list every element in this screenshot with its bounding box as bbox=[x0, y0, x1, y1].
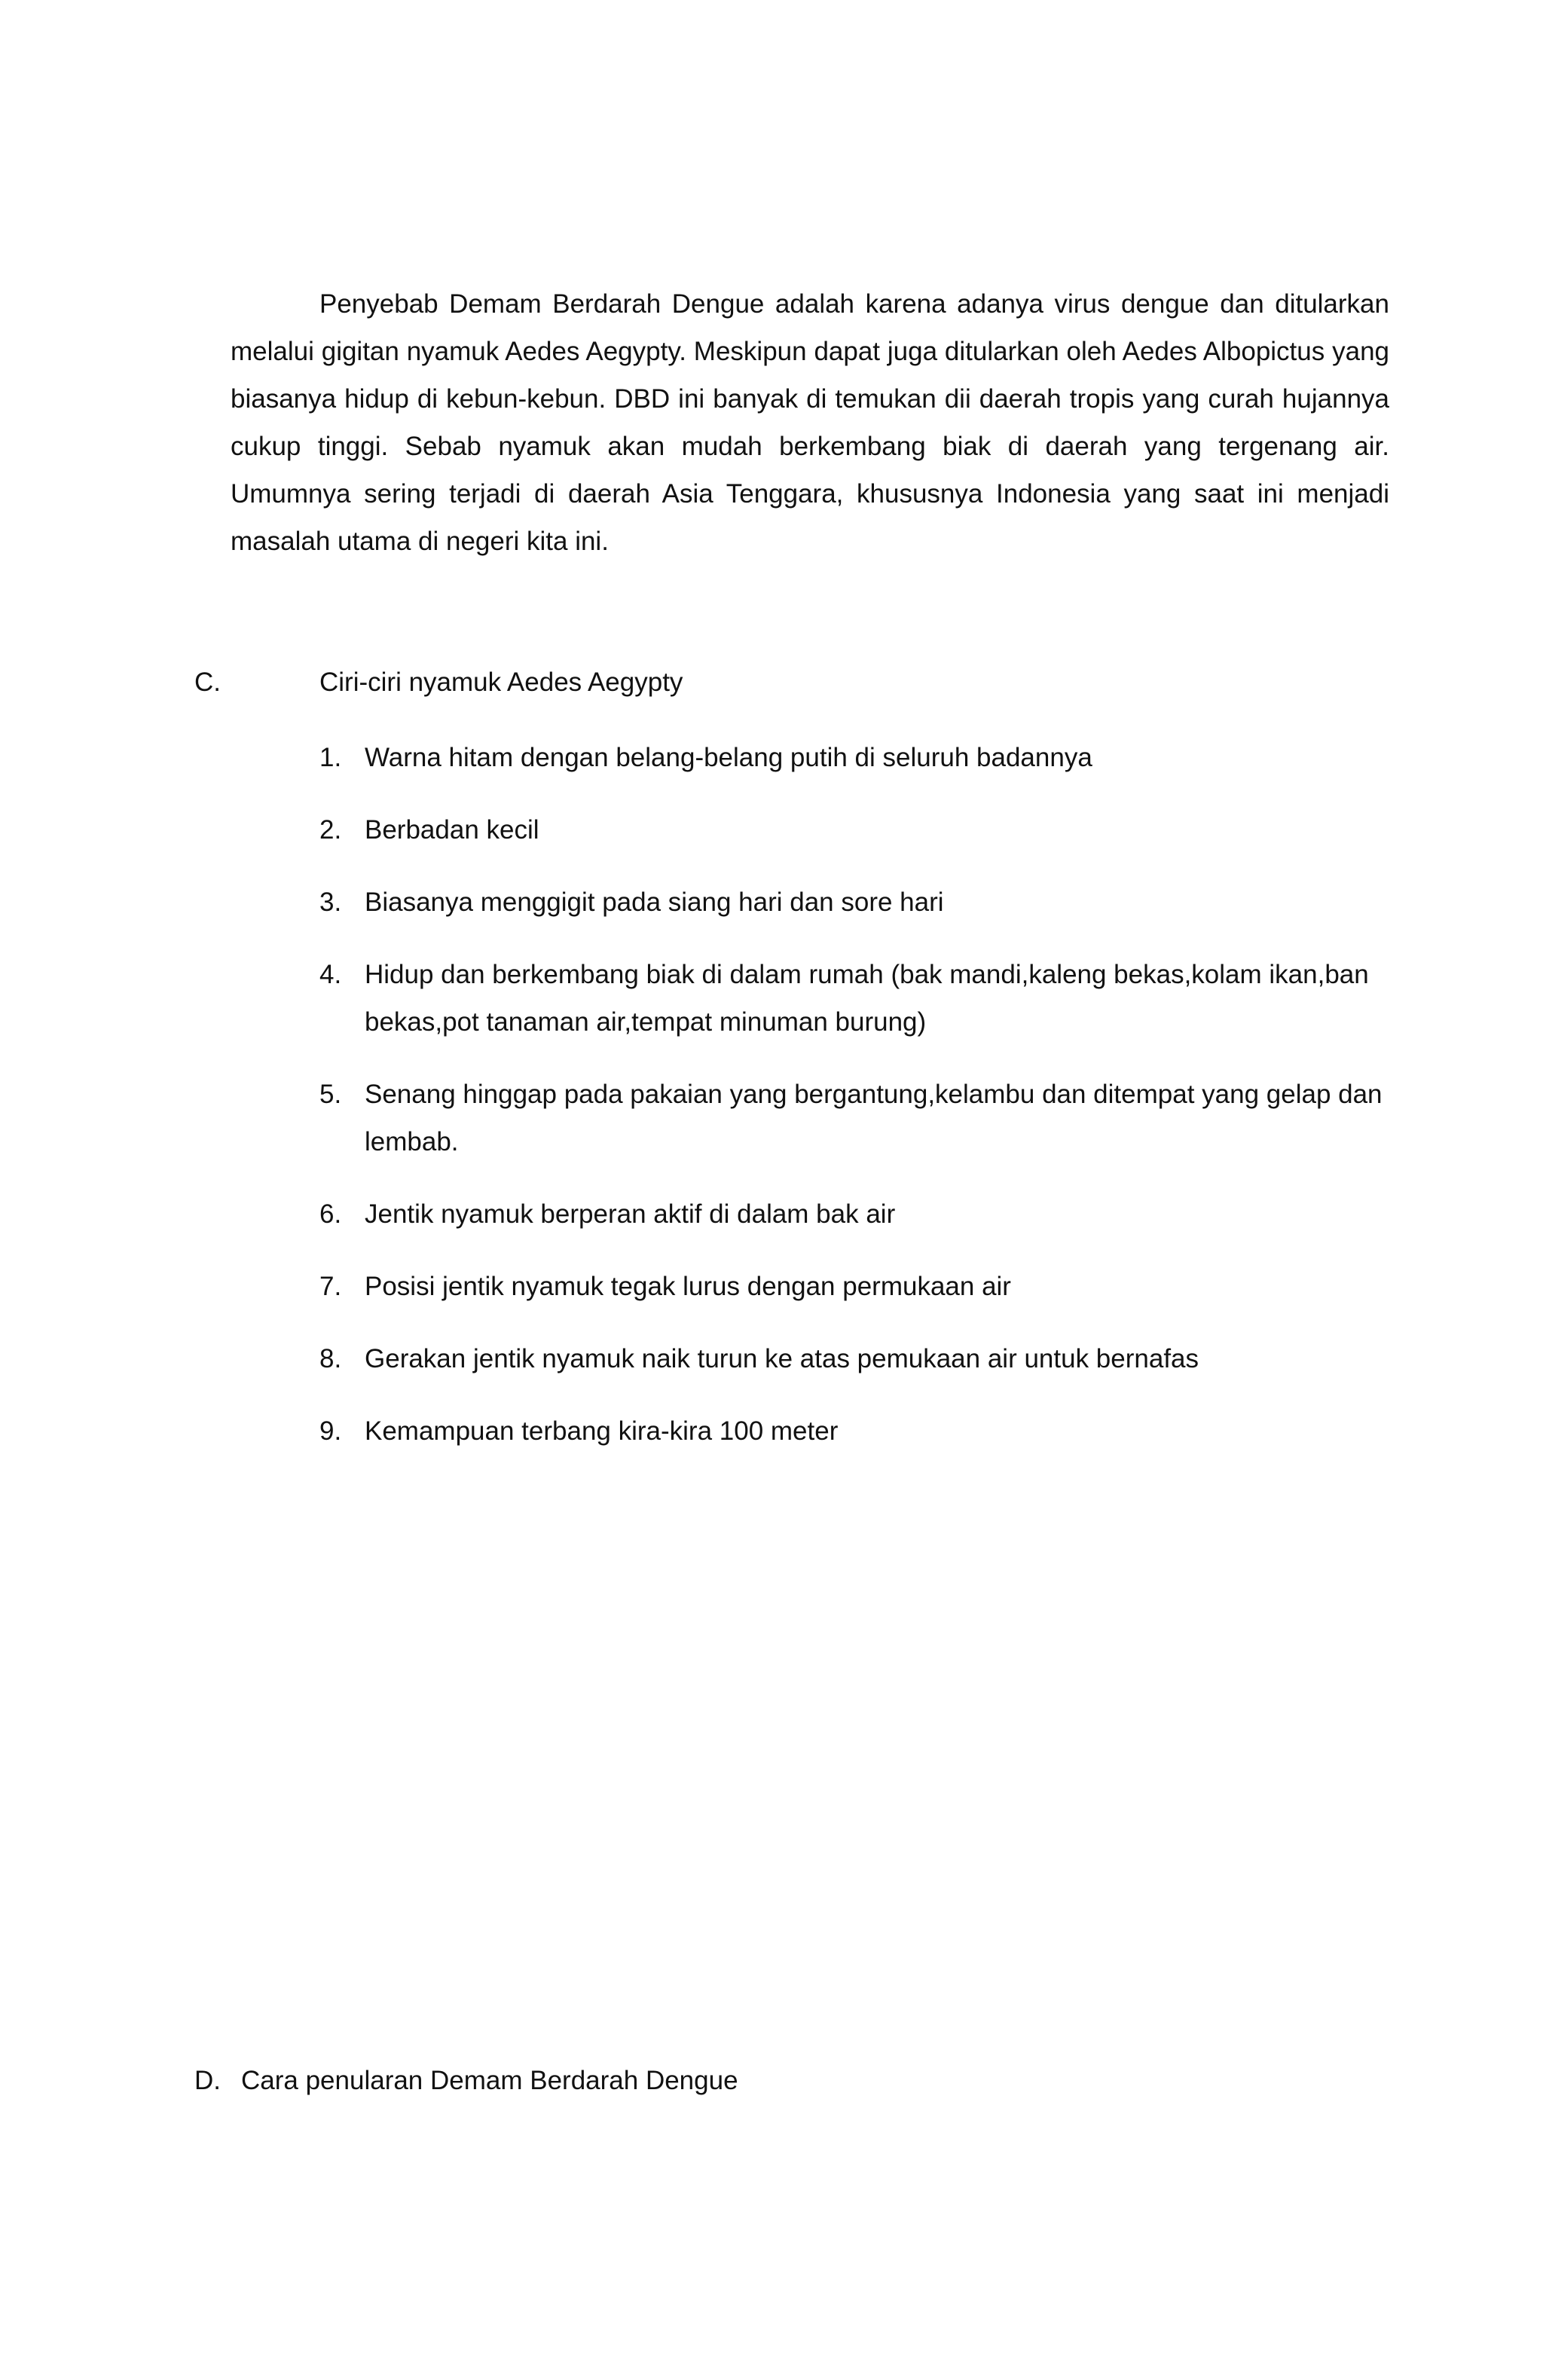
list-item-text: Hidup dan berkembang biak di dalam rumah (bak mandi,kaleng bekas,kolam ikan,ban bekas,pot tanaman air,tempat minuman burung) bbox=[365, 960, 1369, 1037]
list-item-text: Senang hinggap pada pakaian yang bergantung,kelambu dan ditempat yang gelap dan lembab. bbox=[365, 1080, 1383, 1156]
list-item-number: 3. bbox=[319, 888, 342, 917]
list-item-number: 6. bbox=[319, 1199, 342, 1229]
section-c-marker: C. bbox=[194, 668, 221, 697]
section-d-marker: D. bbox=[194, 2066, 221, 2095]
list-item bbox=[319, 1190, 1389, 1238]
list-item bbox=[319, 878, 1389, 926]
list-item bbox=[319, 1263, 1389, 1310]
list-item bbox=[319, 951, 1389, 1046]
list-item-text: Posisi jentik nyamuk tegak lurus dengan permukaan air bbox=[365, 1272, 1011, 1301]
section-c-heading: Ciri-ciri nyamuk Aedes Aegypty bbox=[319, 668, 683, 697]
list-item bbox=[319, 1335, 1389, 1382]
list-item-number: 1. bbox=[319, 743, 342, 772]
list-item-number: 9. bbox=[319, 1416, 342, 1446]
intro-paragraph: Penyebab Demam Berdarah Dengue adalah karena adanya virus dengue dan ditularkan melalui gigitan nyamuk Aedes Aegypty. Meskipun dapat juga ditularkan oleh Aedes Albopictus yang biasanya hidup di kebun-kebun. DBD ini banyak di temukan dii daerah tropis yang curah hujannya cukup tinggi. Sebab nyamuk akan mudah berkembang biak di daerah yang tergenang air. Umumnya sering terjadi di daerah Asia Tenggara, khususnya Indonesia yang saat ini menjadi masalah utama di negeri kita ini. bbox=[231, 289, 1389, 556]
list-item-text: Gerakan jentik nyamuk naik turun ke atas pemukaan air untuk bernafas bbox=[365, 1344, 1199, 1373]
list-item-number: 2. bbox=[319, 815, 342, 845]
list-item-number: 8. bbox=[319, 1344, 342, 1373]
list-item-text: Biasanya menggigit pada siang hari dan sore hari bbox=[365, 888, 944, 917]
list-item bbox=[319, 806, 1389, 854]
list-item-text: Warna hitam dengan belang-belang putih di seluruh badannya bbox=[365, 743, 1092, 772]
list-item bbox=[319, 734, 1389, 781]
list-item bbox=[319, 1407, 1389, 1455]
list-item-text: Jentik nyamuk berperan aktif di dalam bak air bbox=[365, 1199, 896, 1229]
list-item-number: 4. bbox=[319, 960, 342, 989]
list-item-number: 7. bbox=[319, 1272, 342, 1301]
list-item-text: Kemampuan terbang kira-kira 100 meter bbox=[365, 1416, 839, 1446]
mosquito-traits-list bbox=[319, 734, 1389, 1480]
list-item bbox=[319, 1071, 1389, 1166]
section-d-heading: Cara penularan Demam Berdarah Dengue bbox=[241, 2066, 738, 2095]
list-item-number: 5. bbox=[319, 1080, 342, 1109]
list-item-text: Berbadan kecil bbox=[365, 815, 539, 845]
